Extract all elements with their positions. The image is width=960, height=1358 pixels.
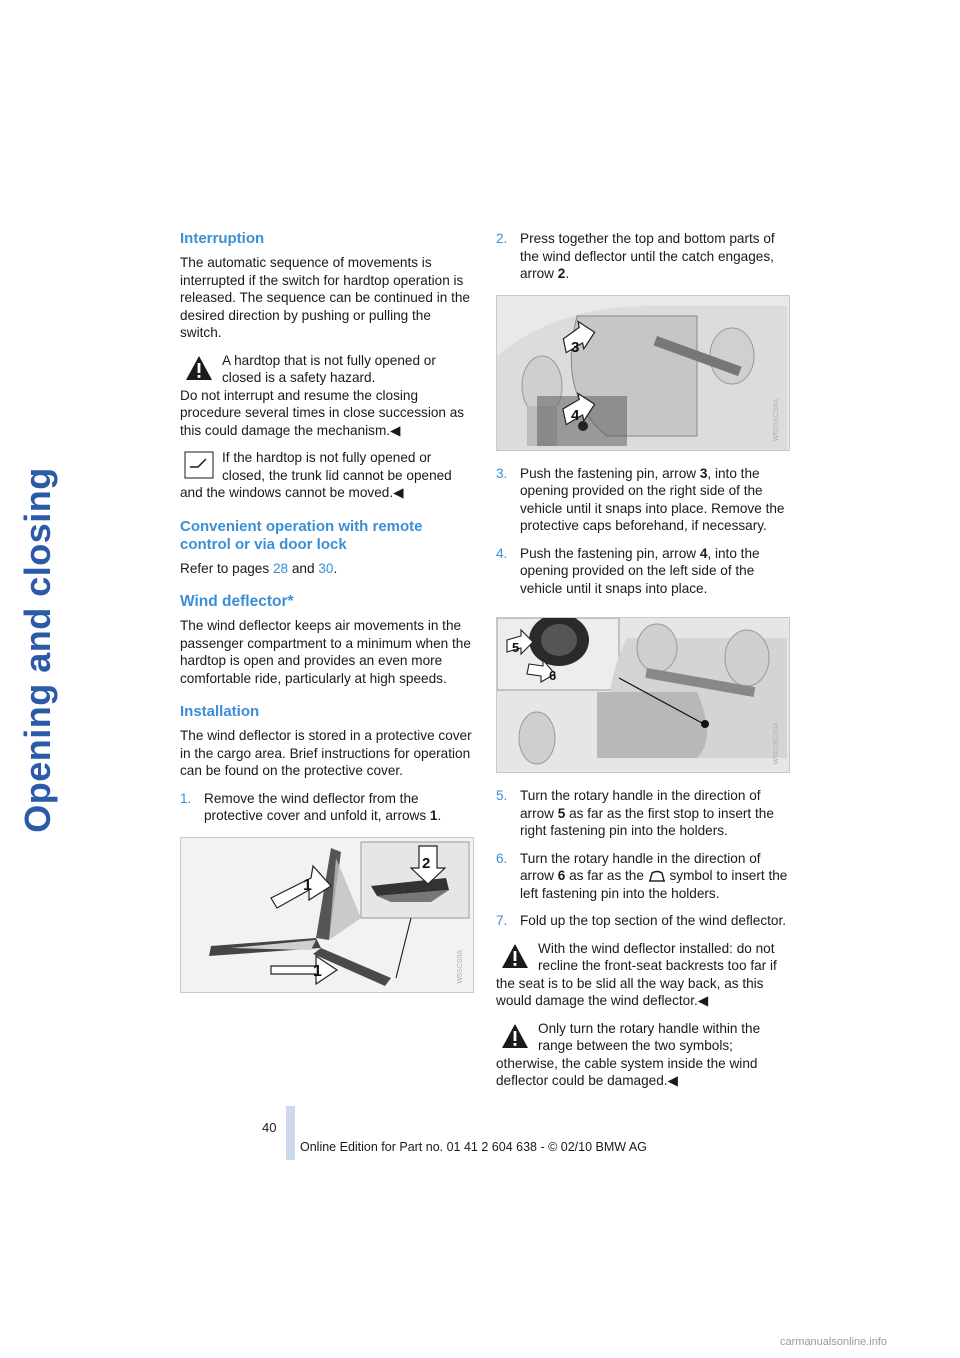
step-1-arrow-ref: 1 [429,808,438,823]
step-6-arrow-ref: 6 [557,868,566,883]
figure-code-2: W5D1SCS0A [772,399,780,442]
figure-code: W5SCS0A [456,950,464,984]
step-5-arrow-ref: 5 [557,805,566,821]
note-arrow-icon [184,451,214,479]
step-4-text-b: , into the opening provided on the left side of the vehicle until it snaps into place. [520,545,760,596]
figure-fastening-pins [496,295,790,451]
figure-label-2: 2 [422,854,431,872]
step-3-text-b: , into the opening provided on the right side of the vehicle until it snaps into place. Remove the protective caps beforehand, if necessary. [520,465,785,533]
step-2-number: 2. [496,231,508,246]
step-4-text-a: Push the fastening pin, arrow [520,545,700,561]
step-7-number: 7. [496,913,508,928]
warning-hardtop-text: A hardtop that is not fully opened or closed is a safety hazard. [222,352,436,385]
step-5-text-a: Turn the rotary handle in the direction of arrow [520,788,761,821]
convenient-prefix: Refer to pages [180,560,273,576]
step-2-arrow-ref: 2 [557,266,566,281]
step-3-arrow-ref: 3 [699,465,708,481]
step-4-arrow-ref: 4 [699,545,708,561]
step-2 [496,230,792,283]
warning-rotary-handle [496,1020,792,1090]
page-number: 40 [262,1120,277,1135]
fastening-pins-illustration [497,296,789,450]
heading-convenient-operation: Convenient operation with remote control or via door lock [180,517,423,553]
step-3-text-a: Push the fastening pin, arrow [520,465,700,481]
step-6 [496,850,792,903]
step-1 [180,790,476,825]
warning-triangle-icon [500,1022,530,1050]
convenient-suffix: . [333,560,338,576]
warning-hardtop-text-2: Do not interrupt and resume the closing procedure several times in close succession as this could damage the mechanism.◀ [180,387,465,438]
convenient-and: and [288,560,319,576]
step-2-end: . [565,266,570,281]
warning-backrest-text: With the wind deflector installed: do not recline the front-seat backrests too far if the seat is to be slid all the way back, as this would damage the wind deflector.◀ [496,940,777,1008]
interruption-paragraph: The automatic sequence of movements is interrupted if the switch for hardtop operation is released. The sequence can be continued in the desired direction by pushing or pulling the switch. [180,255,470,340]
step-4-number: 4. [496,545,508,561]
warning-backrest [496,940,792,1010]
step-1-text: Remove the wind deflector from the protective cover and unfold it, arrows [204,790,430,823]
installation-paragraph: The wind deflector is stored in a protective cover in the cargo area. Brief instructions for operation can be found on the protective cover. [180,728,472,778]
step-3-number: 3. [496,465,508,481]
figure-label-3: 3 [571,338,580,356]
hardtop-symbol-icon [648,869,666,883]
figure-rotary-handle [496,617,790,773]
unfold-deflector-illustration [181,838,473,992]
step-7-text: Fold up the top section of the wind deflector. [520,913,787,928]
step-5-text-b: as far as the first stop to insert the right fastening pin into the holders. [520,805,774,838]
warning-rotary-handle-text: Only turn the rotary handle within the range between the two symbols; otherwise, the cable system inside the wind deflector could be damaged.◀ [496,1020,761,1088]
footer-accent-bar [286,1106,295,1160]
step-6-text-a: Turn the rotary handle in the direction of arrow [520,850,761,883]
note-hardtop-text: If the hardtop is not fully opened or closed, the trunk lid cannot be opened and the windows cannot be moved.◀ [180,450,452,500]
figure-label-4: 4 [571,406,580,424]
footer-edition: Online Edition for Part no. 01 41 2 604 638 - © 02/10 BMW AG [300,1140,647,1154]
step-6-text-b: as far as the [565,868,648,883]
right-column [496,230,792,1100]
step-5-number: 5. [496,788,508,803]
figure-label-6: 6 [549,668,557,683]
step-4 [496,545,792,598]
warning-triangle-icon [500,942,530,970]
step-5 [496,787,792,840]
step-3 [496,465,792,535]
chapter-side-title [10,220,66,1080]
figure-unfold-deflector [180,837,474,993]
step-7 [496,912,792,930]
heading-wind-deflector: Wind deflector* [180,593,294,610]
chapter-title-text: Opening and closing [17,467,59,833]
watermark: carmanualsonline.info [780,1336,888,1348]
heading-installation: Installation [180,703,260,720]
figure-code-3: W5D1SCS0A [772,721,780,764]
page-link-28[interactable]: 28 [272,560,289,576]
note-hardtop [180,449,476,502]
wind-deflector-paragraph: The wind deflector keeps air movements in the passenger compartment to a minimum when the hardtop is open and provides an even more comfortable ride, particularly at high speeds. [180,618,471,686]
step-1-number: 1. [180,790,192,806]
rotary-handle-illustration [497,618,789,772]
figure-label-1a: 1 [303,876,312,894]
figure-label-5: 5 [512,640,520,655]
step-6-text-c: symbol to insert the left fastening pin into the holders. [520,868,788,901]
step-6-number: 6. [496,850,508,866]
left-column [180,230,476,1007]
step-2-text: Press together the top and bottom parts of the wind deflector until the catch engages, arrow [520,231,775,281]
warning-hardtop [180,352,476,440]
convenient-paragraph [180,560,476,578]
step-1-end: . [437,808,442,823]
heading-interruption: Interruption [180,230,265,247]
figure-label-1b: 1 [313,962,322,980]
page-link-30[interactable]: 30 [318,560,334,576]
warning-triangle-icon [184,354,214,382]
